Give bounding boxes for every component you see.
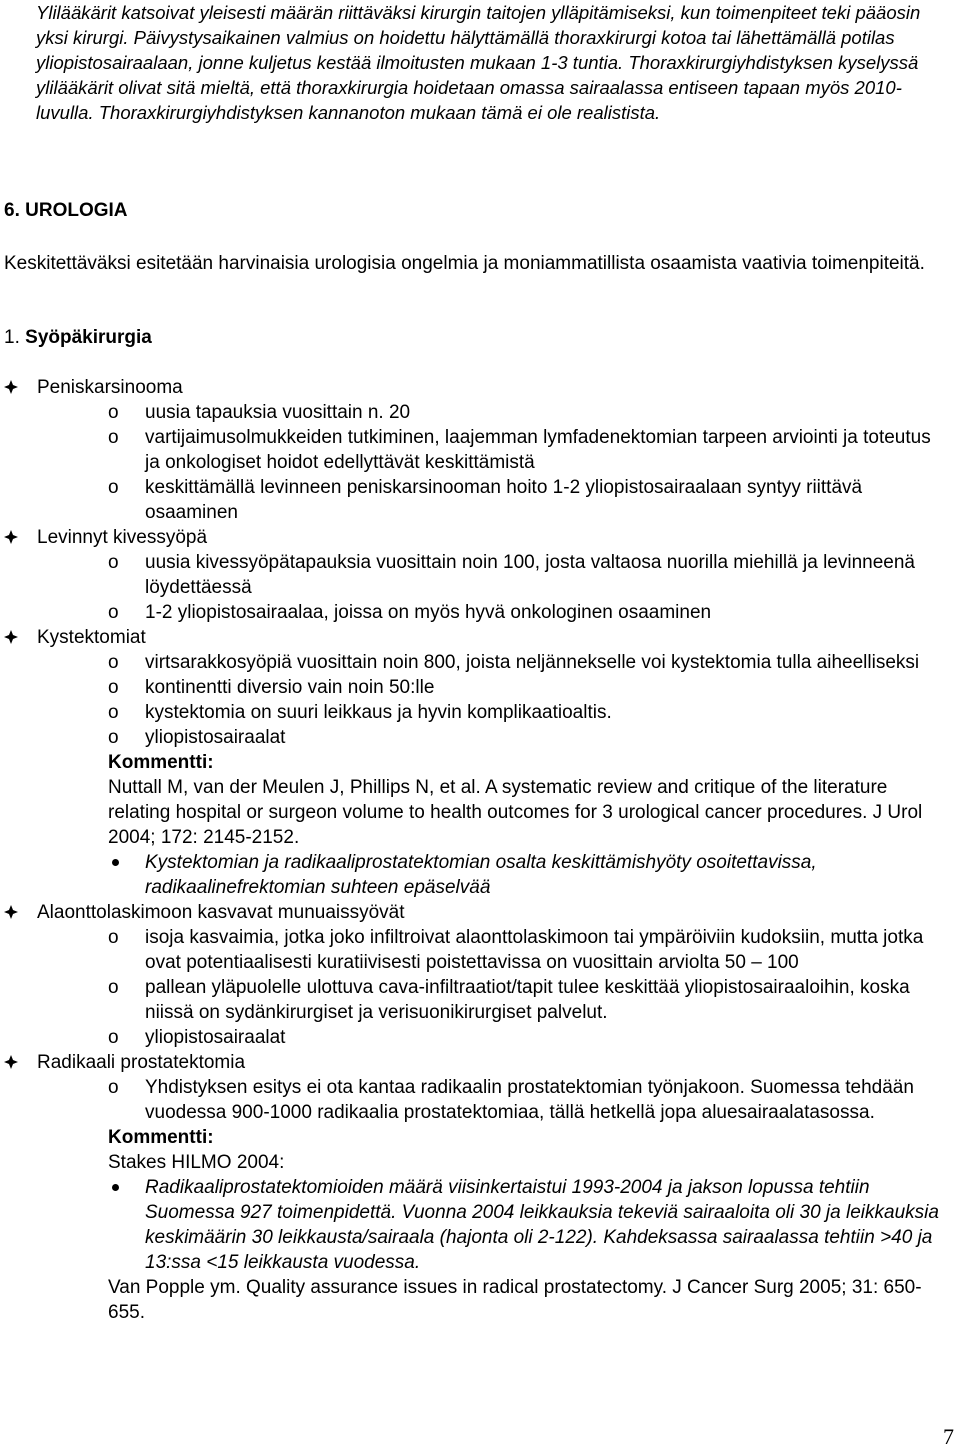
diamond-bullet-icon	[4, 1055, 18, 1069]
list-marker: o	[108, 402, 119, 423]
list-marker: o	[108, 427, 119, 448]
topic-kivessyopa	[4, 525, 949, 625]
list-item: o isoja kasvaimia, jotka joko infiltroivat alaonttolaskimoon tai ympäröiviin kudoksiin, mutta jotka ovat potentiaalisesti kuratiivisesti poistettavissa on vuosittain arviolta 50 – 100	[108, 927, 924, 973]
topic-title: Kystektomiat	[4, 625, 949, 650]
sub-list	[4, 400, 949, 525]
reference-text: Van Popple ym. Quality assurance issues in radical prostatectomy. J Cancer Surg 2005; 31: 650-655.	[108, 1277, 922, 1323]
list-item: o uusia tapauksia vuosittain n. 20	[108, 402, 411, 423]
section-lead-paragraph: Keskitettäväksi esitetään harvinaisia urologisia ongelmia ja moniammatillista osaamista vaativia toimenpiteitä.	[4, 253, 925, 274]
list-marker: o	[108, 677, 119, 698]
list-item: o kystektomia on suuri leikkaus ja hyvin komplikaatioaltis.	[108, 702, 612, 723]
page-number: 7	[943, 1424, 954, 1449]
list-marker: o	[108, 552, 119, 573]
list-item: o uusia kivessyöpätapauksia vuosittain noin 100, josta valtaosa nuorilla miehillä ja levinneenä löydettäessä	[108, 552, 915, 598]
list-item: o pallean yläpuolelle ulottuva cava-infiltraatiot/tapit tulee keskittää yliopistosairaaloihin, koska niissä on sydänkirurgiset ja verisuonikirurgiset palvelut.	[108, 977, 910, 1023]
topic-munuaissyovat	[4, 900, 949, 1050]
bullet-dot-icon	[112, 859, 119, 866]
topic-peniskarsinooma	[4, 375, 949, 525]
topic-kystektomiat	[4, 625, 949, 900]
list-item: Kystektomian ja radikaaliprostatektomian osalta keskittämishyöty osoitettavissa, radikaalinefrektomian suhteen epäselvää	[4, 850, 949, 900]
list-marker: o	[108, 1077, 119, 1098]
list-item: o Yhdistyksen esitys ei ota kantaa radikaalin prostatektomian työnjakoon. Suomessa tehdään vuodessa 900-1000 radikaalia prostatektomiaa, tällä hetkellä jopa aluesairaalatasossa.	[108, 1077, 914, 1123]
list-item: Radikaaliprostatektomioiden määrä viisinkertaistui 1993-2004 ja jakson lopussa tehtiin Suomessa 927 toimenpidettä. Vuonna 2004 leikkauksia tekeviä sairaaloita oli 30 ja leikkauksia keskimäärin 30 leikkausta/sairaala (hajonta oli 2-122). Kahdeksassa sairaalassa tehtiin >40 ja 13:ssa <15 leikkausta vuodessa.	[4, 1175, 949, 1275]
topic-title: Peniskarsinooma	[4, 375, 949, 400]
list-item: o keskittämällä levinneen peniskarsinooman hoito 1-2 yliopistosairaalaan syntyy riittävä osaaminen	[108, 477, 863, 523]
sub-list	[4, 925, 949, 1050]
sub-list	[4, 550, 949, 625]
sub-heading	[4, 327, 152, 349]
source-text: Stakes HILMO 2004:	[108, 1152, 285, 1173]
list-marker: o	[108, 927, 119, 948]
sub-heading-number: 1.	[4, 327, 20, 348]
topic-title: Levinnyt kivessyöpä	[4, 525, 949, 550]
diamond-bullet-icon	[4, 380, 18, 394]
diamond-bullet-icon	[4, 905, 18, 919]
sub-list	[4, 1075, 949, 1125]
list-marker: o	[108, 602, 119, 623]
reference-text: Nuttall M, van der Meulen J, Phillips N, et al. A systematic review and critique of the literature relating hospital or surgeon volume to health outcomes for 3 urological cancer procedures. J Urol 2004; 172: 2145-2152.	[108, 777, 923, 848]
topic-prostatektomia	[4, 1050, 949, 1325]
topic-list	[4, 375, 949, 1325]
list-item: o virtsarakkosyöpiä vuosittain noin 800, joista neljännekselle voi kystektomia tulla aiheelliseksi	[108, 652, 920, 673]
diamond-bullet-icon	[4, 530, 18, 544]
section-heading: 6. UROLOGIA	[4, 200, 128, 221]
list-item: o yliopistosairaalat	[108, 1027, 286, 1048]
diamond-bullet-icon	[4, 630, 18, 644]
list-item: o yliopistosairaalat	[108, 727, 286, 748]
topic-title: Radikaali prostatektomia	[4, 1050, 949, 1075]
comment-label: Kommentti:	[108, 752, 214, 773]
intro-paragraph: Ylilääkärit katsoivat yleisesti määrän riittäväksi kirurgin taitojen ylläpitämiseksi, kun toimenpiteet teki pääosin yksi kirurgi. Päivystysaikainen valmius on hoidettu hälyttämällä thoraxkirurgi kotoa tai lähettämällä potilas yliopistosairaalaan, jonne kuljetus kestää ilmoitusten mukaan 1-3 tuntia. Thoraxkirurgiyhdistyksen kyselyssä ylilääkärit olivat sitä mieltä, että thoraxkirurgia hoidetaan omassa sairaalassa entiseen tapaan myös 2010-luvulla. Thoraxkirurgiyhdistyksen kannanoton mukaan tämä ei ole realistista.	[36, 2, 921, 123]
list-marker: o	[108, 477, 119, 498]
list-marker: o	[108, 1027, 119, 1048]
topic-title: Alaonttolaskimoon kasvavat munuaissyövät	[4, 900, 949, 925]
list-marker: o	[108, 702, 119, 723]
list-item: o 1-2 yliopistosairaalaa, joissa on myös hyvä onkologinen osaaminen	[108, 602, 712, 623]
list-marker: o	[108, 652, 119, 673]
bullet-dot-icon	[112, 1184, 119, 1191]
list-item: o vartijaimusolmukkeiden tutkiminen, laajemman lymfadenektomian tarpeen arviointi ja toteutus ja onkologiset hoidot edellyttävät keskittämistä	[108, 427, 931, 473]
list-marker: o	[108, 977, 119, 998]
sub-list	[4, 650, 949, 750]
list-marker: o	[108, 727, 119, 748]
comment-label: Kommentti:	[108, 1127, 214, 1148]
list-item: o kontinentti diversio vain noin 50:lle	[108, 677, 435, 698]
sub-heading-title: Syöpäkirurgia	[25, 327, 152, 348]
